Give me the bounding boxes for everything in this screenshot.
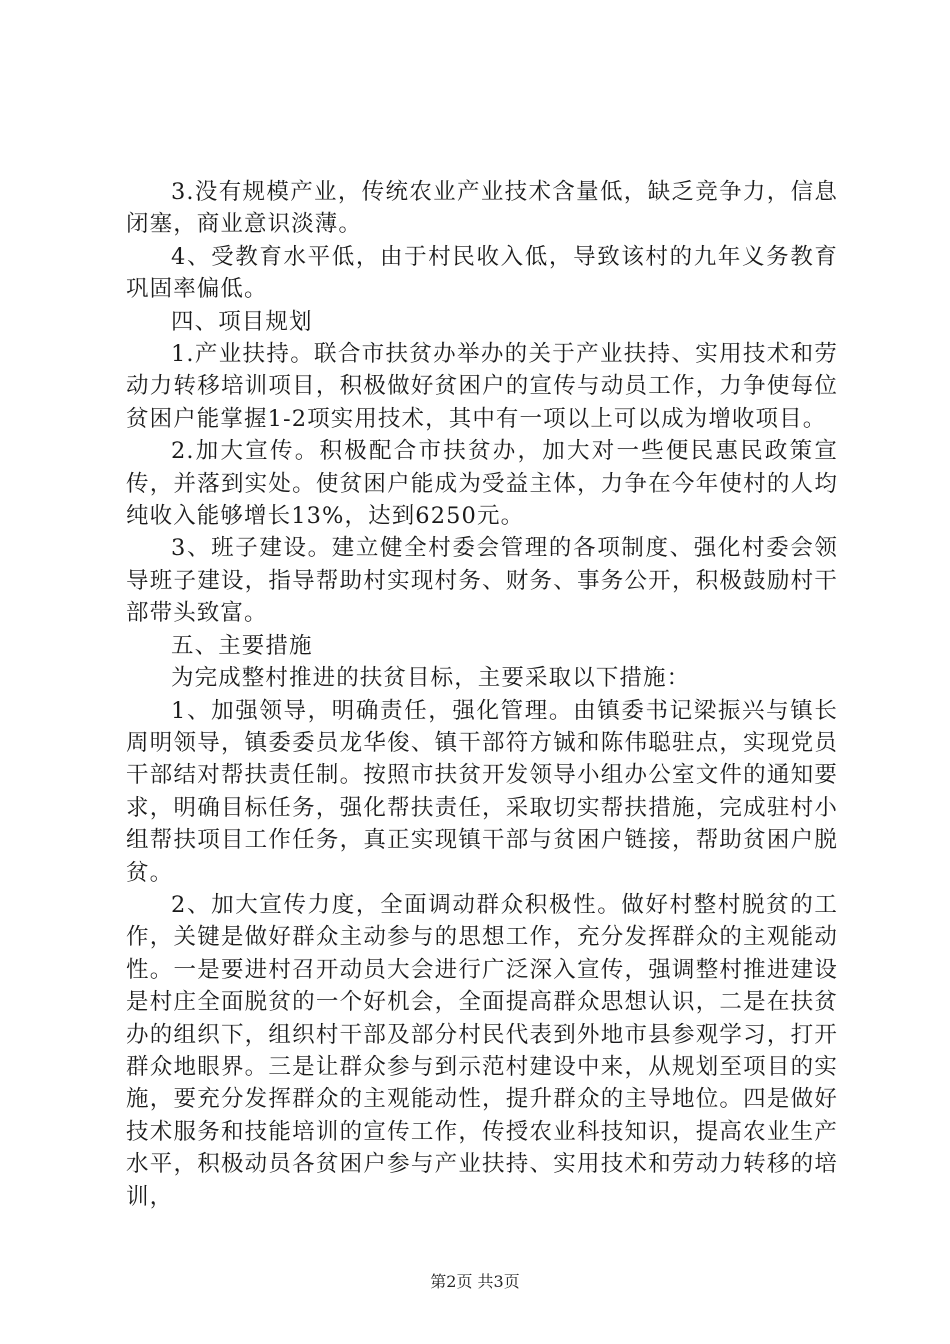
document-body [126,176,838,1213]
section-heading-project-planning: 四、项目规划 [171,308,313,335]
paragraph-publicity: 2.加大宣传。积极配合市扶贫办，加大对一些便民惠民政策宣传，并落到实处。使贫困户能成为受益主体，力争在今年使村的人均纯收入能够增长13%，达到6250元。 [126,438,838,530]
paragraph-lack-of-industry: 3.没有规模产业，传统农业产业技术含量低，缺乏竞争力，信息闭塞，商业意识淡薄。 [126,179,838,238]
page-number-footer: 第2页 共3页 [430,1272,520,1291]
paragraph-team-building: 3、班子建设。建立健全村委会管理的各项制度、强化村委会领导班子建设，指导帮助村实现村务、财务、事务公开，积极鼓励村干部带头致富。 [126,535,838,627]
paragraph-mobilize-masses: 2、加大宣传力度，全面调动群众积极性。做好村整村脱贫的工作，关键是做好群众主动参与的思想工作，充分发挥群众的主观能动性。一是要进村召开动员大会进行广泛深入宣传，强调整村推进建设是村庄全面脱贫的一个好机会，全面提高群众思想认识，二是在扶贫办的组织下，组织村干部及部分村民代表到外地市县参观学习，打开群众地眼界。三是让群众参与到示范村建设中来，从规划至项目的实施，要充分发挥群众的主观能动性，提升群众的主导地位。四是做好技术服务和技能培训的宣传工作，传授农业科技知识，提高农业生产水平，积极动员各贫困户参与产业扶持、实用技术和劳动力转移的培训， [126,891,838,1210]
paragraph-low-education: 4、受教育水平低，由于村民收入低，导致该村的九年义务教育巩固率偏低。 [126,243,838,303]
section-heading-main-measures: 五、主要措施 [171,632,313,659]
paragraph-industry-support: 1.产业扶持。联合市扶贫办举办的关于产业扶持、实用技术和劳动力转移培训项目，积极做好贫困户的宣传与动员工作，力争使每位贫困户能掌握1-2项实用技术，其中有一项以上可以成为增收项目。 [126,341,838,432]
paragraph-measures-intro: 为完成整村推进的扶贫目标，主要采取以下措施： [171,665,691,692]
paragraph-leadership: 1、加强领导，明确责任，强化管理。由镇委书记梁振兴与镇长周明领导，镇委委员龙华俊、镇干部符方铖和陈伟聪驻点，实现党员干部结对帮扶责任制。按照市扶贫开发领导小组办公室文件的通知要求，明确目标任务，强化帮扶责任，采取切实帮扶措施，完成驻村小组帮扶项目工作任务，真正实现镇干部与贫困户链接，帮助贫困户脱贫。 [126,697,838,886]
